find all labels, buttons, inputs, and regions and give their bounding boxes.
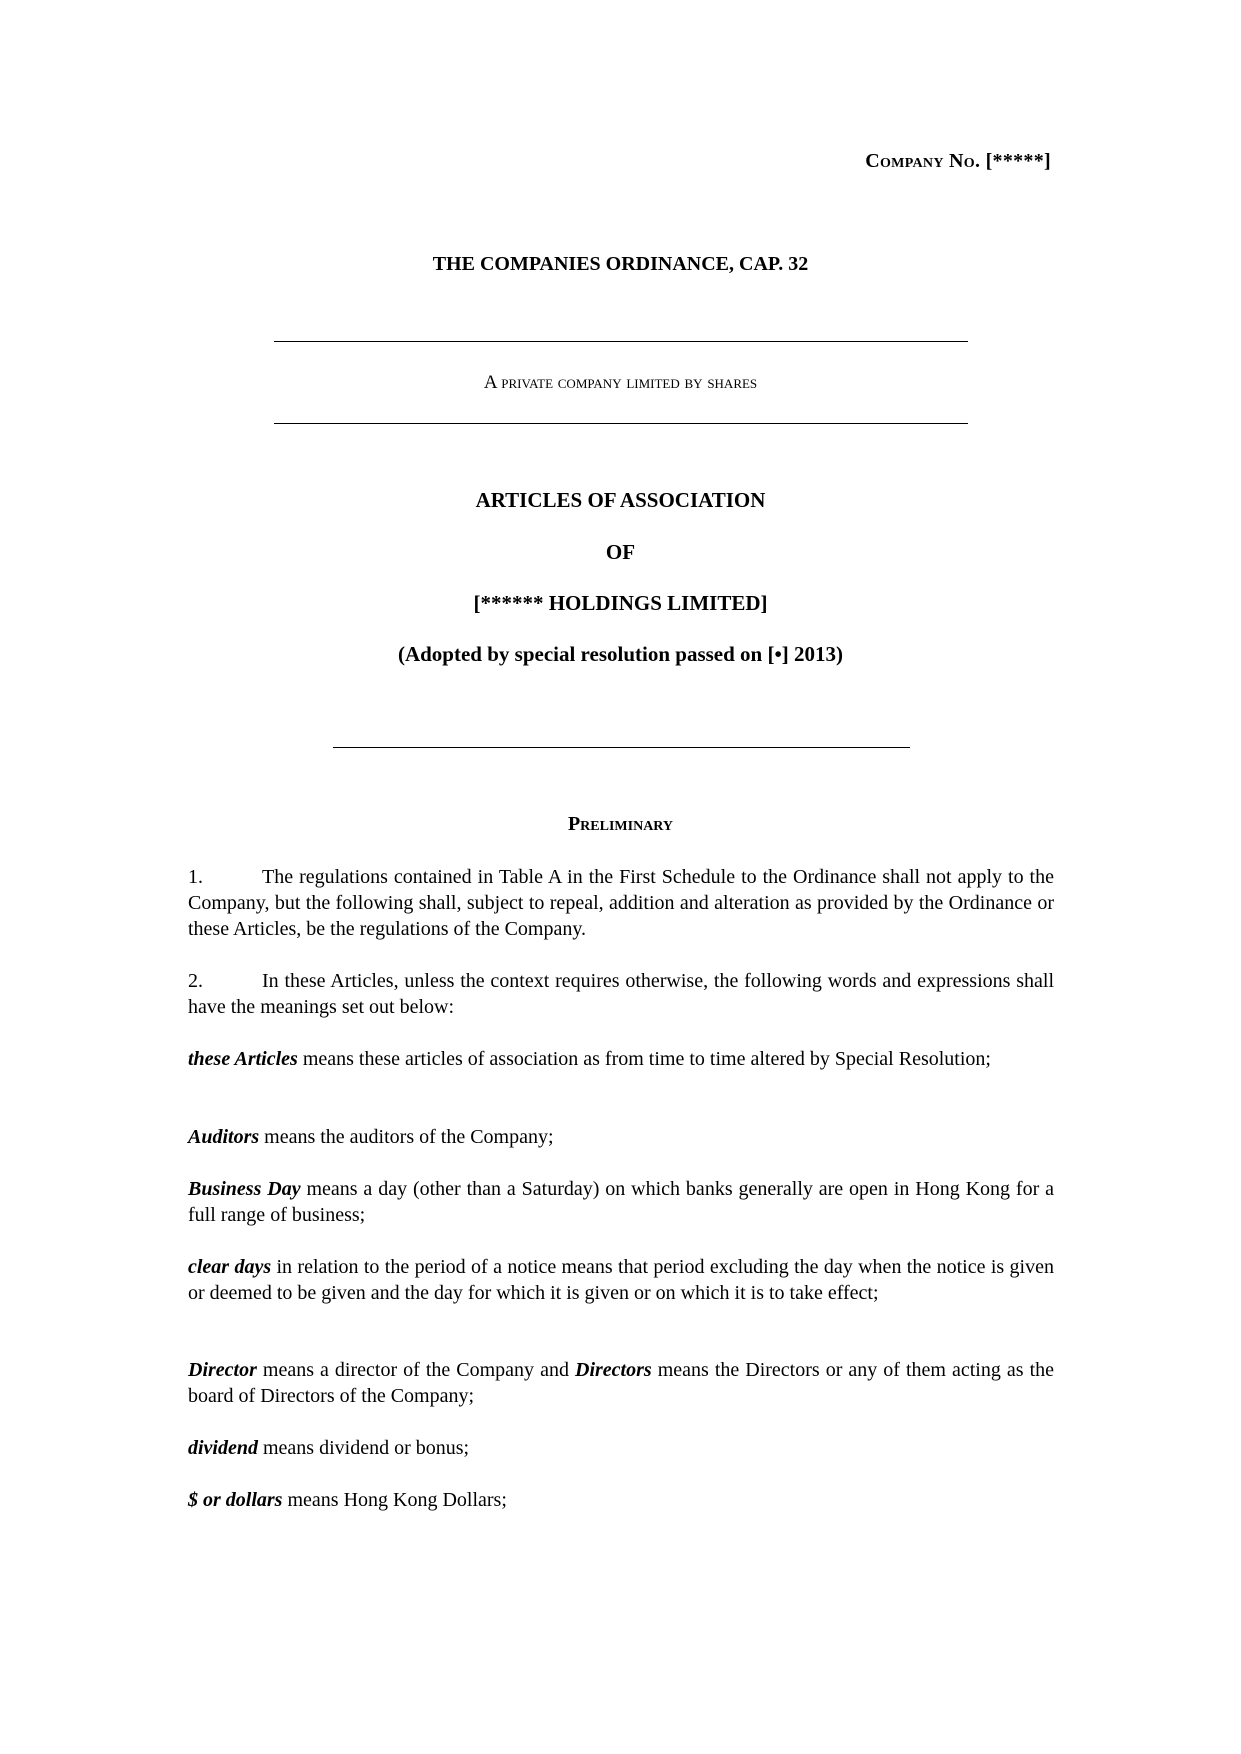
- section-heading: Preliminary: [567, 813, 674, 835]
- defined-term: Auditors: [188, 1126, 260, 1148]
- ordinance-heading: THE COMPANIES ORDINANCE, CAP. 32: [432, 253, 809, 275]
- article-number: 2.: [188, 970, 203, 992]
- adoption-note: (Adopted by special resolution passed on [•] 2013): [397, 642, 844, 666]
- defined-term: these Articles: [188, 1048, 298, 1070]
- defined-term: dividend: [188, 1437, 258, 1459]
- definition: [188, 1487, 1054, 1513]
- definition-text: means Hong Kong Dollars;: [282, 1489, 507, 1511]
- article-text: The regulations contained in Table A in the First Schedule to the Ordinance shall not apply to the Company, but the following shall, subject to repeal, addition and alteration as provided by the Ordinance or these Articles, be the regulations of the Company.: [188, 866, 1054, 940]
- definition-text: means a director of the Company and: [256, 1359, 575, 1381]
- company-name: [****** HOLDINGS LIMITED]: [473, 591, 768, 615]
- defined-term: clear days: [188, 1256, 272, 1278]
- divider-line: [274, 341, 968, 342]
- article-paragraph: [188, 968, 1054, 1020]
- definition-text: means the Directors or any of them acting as the board of Directors of the Company;: [188, 1359, 1055, 1407]
- defined-term: Director: [188, 1359, 257, 1381]
- article-paragraph: [188, 864, 1054, 942]
- document-title: ARTICLES OF ASSOCIATION: [475, 488, 766, 512]
- definition-text: means dividend or bonus;: [258, 1437, 470, 1459]
- definition: [188, 1176, 1054, 1228]
- definition-text: means the auditors of the Company;: [259, 1126, 554, 1148]
- defined-term: Directors: [575, 1359, 652, 1381]
- definition-text: in relation to the period of a notice means that period excluding the day when the notice is given or deemed to be given and the day for which it is given or on which it is to take effect;: [188, 1256, 1054, 1304]
- company-type: A private company limited by shares: [483, 372, 758, 393]
- definition: [188, 1435, 1054, 1461]
- title-of: OF: [605, 540, 636, 564]
- definition: [188, 1046, 1054, 1072]
- definition: [188, 1357, 1054, 1409]
- defined-term: $ or dollars: [188, 1489, 283, 1511]
- company-number: Company No. [*****]: [865, 150, 1051, 172]
- defined-term: Business Day: [188, 1178, 301, 1200]
- definition: [188, 1254, 1054, 1306]
- divider-line: [274, 423, 968, 424]
- article-text: In these Articles, unless the context requires otherwise, the following words and expressions shall have the meanings set out below:: [188, 970, 1054, 1018]
- definition: [188, 1124, 1054, 1150]
- divider-line: [333, 747, 910, 748]
- article-number: 1.: [188, 866, 203, 888]
- definition-text: means a day (other than a Saturday) on which banks generally are open in Hong Kong for a full range of business;: [188, 1178, 1054, 1226]
- definition-text: means these articles of association as from time to time altered by Special Resolution;: [297, 1048, 991, 1070]
